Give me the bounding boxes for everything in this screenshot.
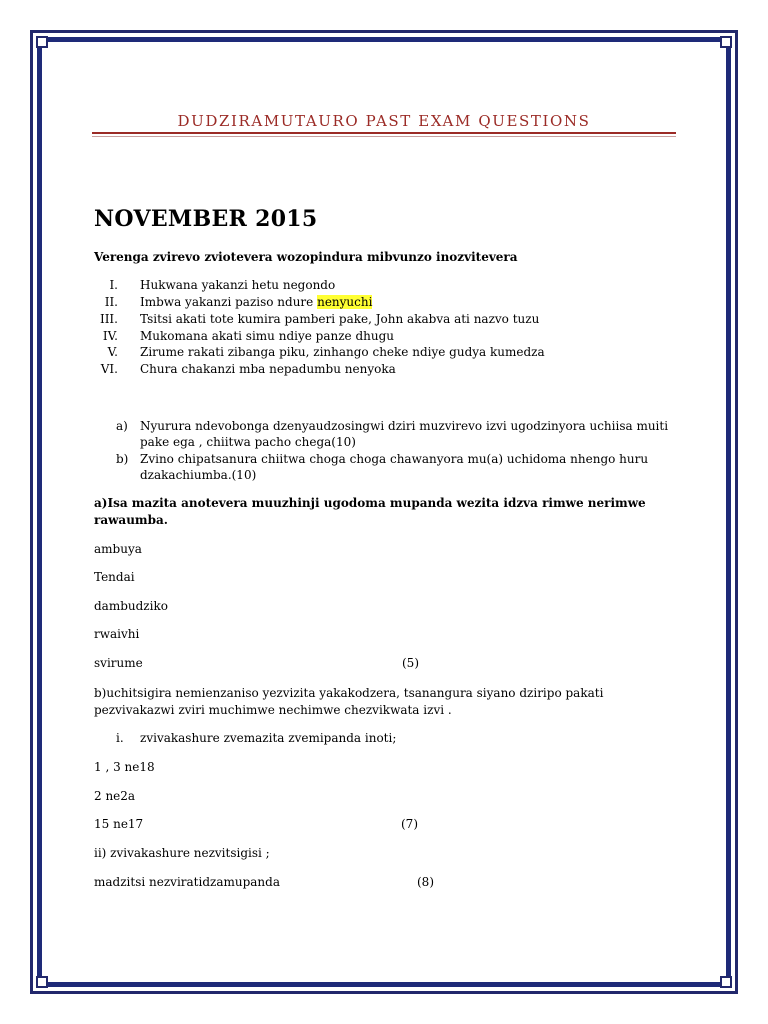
- class-group: 15 ne17: [94, 817, 144, 831]
- list-item-text: Imbwa yakanzi paziso ndure: [140, 295, 318, 309]
- question-a-line: rawaumba.: [94, 513, 168, 527]
- list-number: V.: [107, 345, 118, 359]
- sub-question-number: i.: [116, 731, 124, 745]
- task-number: b): [116, 452, 129, 466]
- border-corner-top-left: [36, 36, 48, 48]
- sub-question-text: zvivakashure zvemazita zvemipanda inoti;: [140, 731, 397, 745]
- list-item: [140, 294, 372, 310]
- word-item: rwaivhi: [94, 627, 140, 641]
- instruction-text: Verenga zvirevo zviotevera wozopindura mibvunzo inozvitevera: [94, 250, 518, 264]
- task-text-line: Zvino chipatsanura chiitwa choga choga chawanyora mu(a) uchidoma nhengo huru: [140, 452, 649, 466]
- list-number: VI.: [100, 362, 118, 376]
- header-rule-thin: [92, 136, 676, 137]
- class-group: 2 ne2a: [94, 789, 136, 803]
- list-item: Chura chakanzi mba nepadumbu nenyoka: [140, 362, 396, 376]
- task-number: a): [116, 419, 128, 433]
- marks-label: (5): [402, 656, 419, 670]
- marks-label: (7): [401, 817, 418, 831]
- highlighted-word: nenyuchi: [317, 295, 373, 309]
- list-item: Tsitsi akati tote kumira pamberi pake, John akabva ati nazvo tuzu: [140, 312, 540, 326]
- list-number: IV.: [102, 329, 118, 343]
- border-corner-bottom-right: [720, 976, 732, 988]
- list-item: Mukomana akati simu ndiye panze dhugu: [140, 329, 395, 343]
- sub-question-text: ii) zvivakashure nezvitsigisi ;: [94, 846, 270, 860]
- question-b-line: b)uchitsigira nemienzaniso yezvizita yakakodzera, tsanangura siyano dziripo pakati: [94, 686, 604, 700]
- task-text-line: dzakachiumba.(10): [140, 468, 257, 482]
- word-item: Tendai: [94, 570, 135, 584]
- list-number: III.: [99, 312, 118, 326]
- answer-line: madzitsi nezviratidzamupanda: [94, 875, 280, 889]
- border-corner-top-right: [720, 36, 732, 48]
- header-rule: [92, 132, 676, 134]
- border-corner-bottom-left: [36, 976, 48, 988]
- word-item: dambudziko: [94, 599, 168, 613]
- question-b-line: pezvivakazwi zviri muchimwe nechimwe chezvikwata izvi .: [94, 703, 452, 717]
- list-number: II.: [104, 295, 118, 309]
- task-text-line: Nyurura ndevobonga dzenyaudzosingwi dziri muzvirevo izvi ugodzinyora uchiisa muiti: [140, 419, 669, 433]
- list-item: Zirume rakati zibanga piku, zinhango cheke ndiye gudya kumedza: [140, 345, 545, 359]
- exam-session-heading: NOVEMBER 2015: [94, 206, 318, 232]
- list-item: Hukwana yakanzi hetu negondo: [140, 278, 336, 292]
- task-text-line: pake ega , chiitwa pacho chega(10): [140, 435, 356, 449]
- question-a-line: a)Isa mazita anotevera muuzhinji ugodoma mupanda wezita idzva rimwe nerimwe: [94, 496, 646, 510]
- marks-label: (8): [417, 875, 434, 889]
- word-item: ambuya: [94, 542, 142, 556]
- class-group: 1 , 3 ne18: [94, 760, 155, 774]
- word-item: svirume: [94, 656, 143, 670]
- list-number: I.: [109, 278, 118, 292]
- document-header-title: DUDZIRAMUTAURO PAST EXAM QUESTIONS: [177, 112, 591, 130]
